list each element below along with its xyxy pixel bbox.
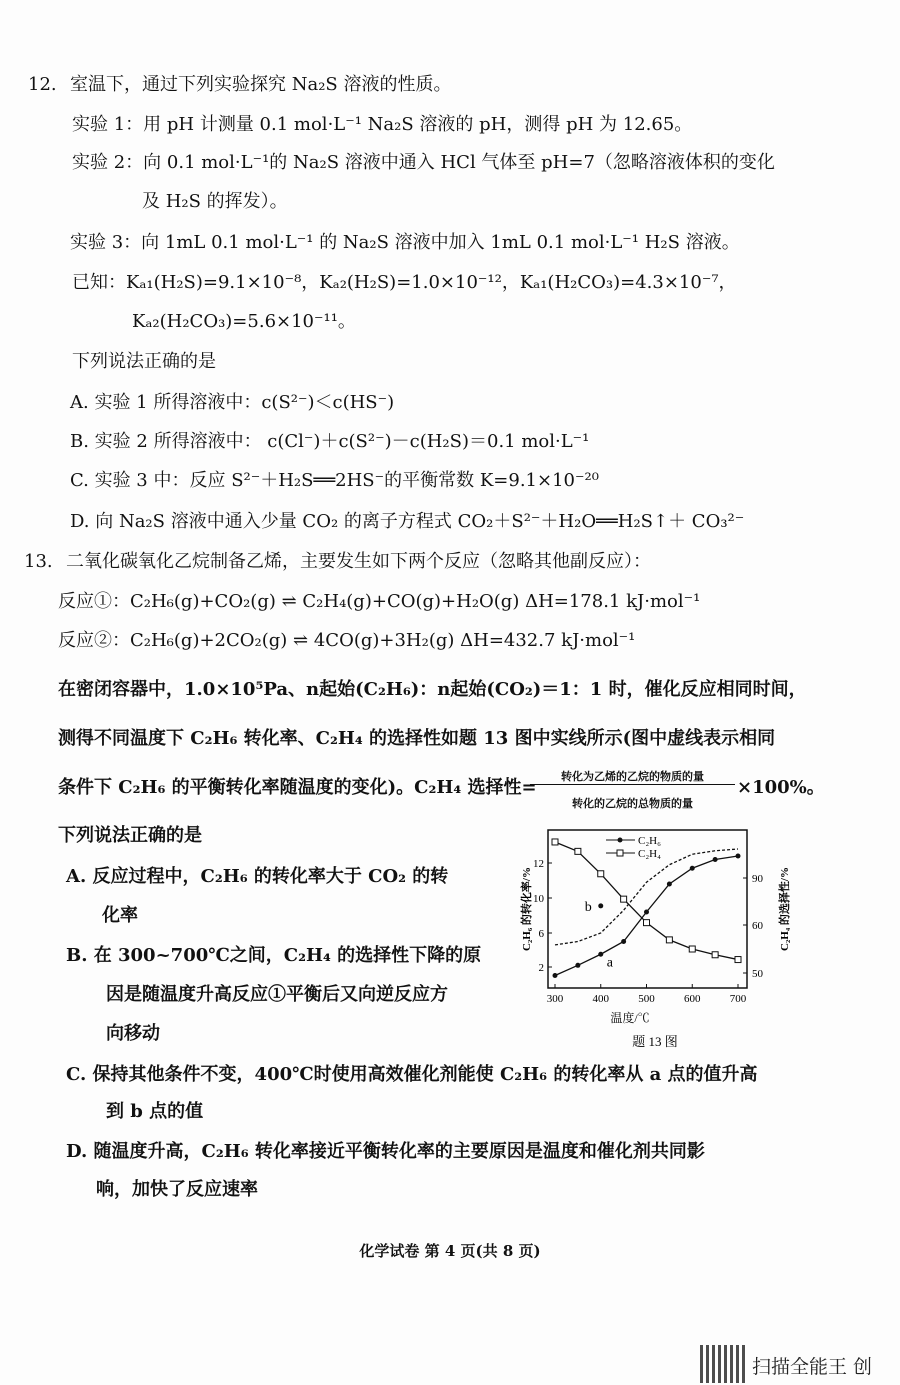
y-axis-left-label: C₂H₆ 的转化率/% [521,867,533,951]
c2h4-data-point [598,871,604,877]
c2h6-data-point [598,952,603,957]
q12-known: 已知：Kₐ₁(H₂S)=9.1×10⁻⁸，Kₐ₂(H₂S)=1.0×10⁻¹²，Kₐ₁(H₂CO₃)=4.3×10⁻⁷， [72,272,737,293]
c2h6-data-point [713,857,718,862]
c2h4-data-point [666,937,672,943]
x-tick-label: 500 [638,993,655,1005]
q13-option-a: A. 反应过程中，C₂H₆ 的转化率大于 CO₂ 的转 [66,866,449,887]
q12-exp3: 实验 3：向 1mL 0.1 mol·L⁻¹ 的 Na₂S 溶液中加入 1mL 0.1 mol·L⁻¹ H₂S 溶液。 [70,232,740,253]
q13-option-c: C. 保持其他条件不变，400℃时使用高效催化剂能使 C₂H₆ 的转化率从 a 点的值升高 [66,1064,758,1085]
q13-para1: 在密闭容器中，1.0×10⁵Pa、n起始(C₂H₆)：n起始(CO₂)＝1：1 时，催化反应相同时间， [58,679,807,700]
qr-code-icon [700,1345,746,1383]
y-right-tick-label: 50 [752,968,763,980]
c2h6-data-point [667,882,672,887]
y-left-tick-label: 6 [538,928,544,940]
y-axis-right-label: C₂H₄ 的选择性/% [779,867,791,951]
q13-option-d-cont: 响，加快了反应速率 [96,1179,258,1200]
fraction-denominator: 转化的乙烷的总物质的量 [572,797,693,810]
c2h4-data-point [735,957,741,963]
c2h6-data-point [690,866,695,871]
c2h4-data-point [712,952,718,958]
y-left-tick-label: 12 [533,858,544,870]
legend-marker-c2h4 [617,850,623,856]
legend-label-c2h6: C₂H₆ [638,835,661,847]
legend-label-c2h4: C₂H₄ [638,848,661,860]
x-axis-label: 温度/℃ [610,1011,650,1025]
c2h4-data-point [644,920,650,926]
q12-option-a: A. 实验 1 所得溶液中：c(S²⁻)＜c(HS⁻) [70,392,395,413]
q12-prompt: 下列说法正确的是 [72,351,216,372]
q13-para3: 条件下 C₂H₆ 的平衡转化率随温度的变化)。C₂H₄ 选择性= [58,777,537,798]
point-a-label: a [606,955,613,971]
scanner-watermark: 扫描全能王 创 [752,1356,873,1378]
y-right-tick-label: 90 [752,873,763,885]
series-line-2 [555,849,738,945]
q13-reaction2: 反应②：C₂H₆(g)+2CO₂(g) ⇌ 4CO(g)+3H₂(g) ΔH=432.7 kJ·mol⁻¹ [58,630,636,651]
c2h6-data-point [736,854,741,859]
c2h4-data-point [689,946,695,952]
q12-option-b: B. 实验 2 所得溶液中： c(Cl⁻)＋c(S²⁻)－c(H₂S)＝0.1 mol·L⁻¹ [70,431,590,452]
q12-number: 12. [28,74,57,95]
c2h6-data-point [553,973,558,978]
c2h6-data-point [621,939,626,944]
q12-exp1: 实验 1：用 pH 计测量 0.1 mol·L⁻¹ Na₂S 溶液的 pH，测得 pH 为 12.65。 [72,114,693,135]
x-tick-label: 700 [729,993,747,1005]
q13-option-b-cont1: 因是随温度升高反应①平衡后又向逆反应方 [106,984,448,1005]
q13-para3-tail: ×100%。 [737,777,825,798]
c2h4-data-point [575,848,581,854]
point-b-marker [598,903,603,908]
point-b-label: b [584,899,592,915]
q12-known-cont: Kₐ₂(H₂CO₃)=5.6×10⁻¹¹。 [132,311,356,332]
x-tick-label: 600 [684,993,701,1005]
q13-option-b: B. 在 300~700℃之间，C₂H₄ 的选择性下降的原 [66,945,482,966]
q13-option-b-cont2: 向移动 [106,1023,160,1044]
q12-exp2-cont: 及 H₂S 的挥发）。 [142,191,288,212]
q12-option-c: C. 实验 3 中：反应 S²⁻＋H₂S══2HS⁻的平衡常数 K=9.1×10⁻²⁰ [70,470,599,491]
q12-option-d: D. 向 Na₂S 溶液中通入少量 CO₂ 的离子方程式 CO₂＋S²⁻＋H₂O══H₂S↑＋ CO₃²⁻ [70,511,745,532]
figure-13-chart [500,825,810,1055]
legend-marker-c2h6 [618,838,623,843]
figure-caption: 题 13 图 [632,1034,678,1049]
c2h6-data-point [644,910,649,915]
y-right-tick-label: 60 [752,920,763,932]
x-tick-label: 300 [546,993,564,1005]
q13-number: 13. [24,551,53,572]
q13-option-a-cont: 化率 [102,905,138,926]
c2h6-data-point [575,963,580,968]
page-footer: 化学试卷 第 4 页(共 8 页) [359,1242,541,1260]
q12-title: 室温下，通过下列实验探究 Na₂S 溶液的性质。 [70,74,452,95]
q13-prompt: 下列说法正确的是 [58,825,202,846]
y-left-tick-label: 10 [533,893,544,905]
q13-title: 二氧化碳氧化乙烷制备乙烯，主要发生如下两个反应（忽略其他副反应）： [66,551,651,572]
y-left-tick-label: 2 [538,962,544,974]
q13-reaction1: 反应①：C₂H₆(g)+CO₂(g) ⇌ C₂H₄(g)+CO(g)+H₂O(g) ΔH=178.1 kJ·mol⁻¹ [58,591,701,612]
c2h4-data-point [621,896,627,902]
q13-option-c-cont: 到 b 点的值 [106,1101,204,1122]
q13-para2: 测得不同温度下 C₂H₆ 转化率、C₂H₄ 的选择性如题 13 图中实线所示(图中虚线表示相同 [58,728,776,749]
x-tick-label: 400 [592,993,609,1005]
fraction-numerator: 转化为乙烯的乙烷的物质的量 [530,768,735,785]
c2h4-data-point [552,839,558,845]
series-line-0 [555,856,738,976]
q12-exp2: 实验 2：向 0.1 mol·L⁻¹的 Na₂S 溶液中通入 HCl 气体至 pH=7（忽略溶液体积的变化 [72,152,775,173]
q13-option-d: D. 随温度升高，C₂H₆ 转化率接近平衡转化率的主要原因是温度和催化剂共同影 [66,1141,705,1162]
